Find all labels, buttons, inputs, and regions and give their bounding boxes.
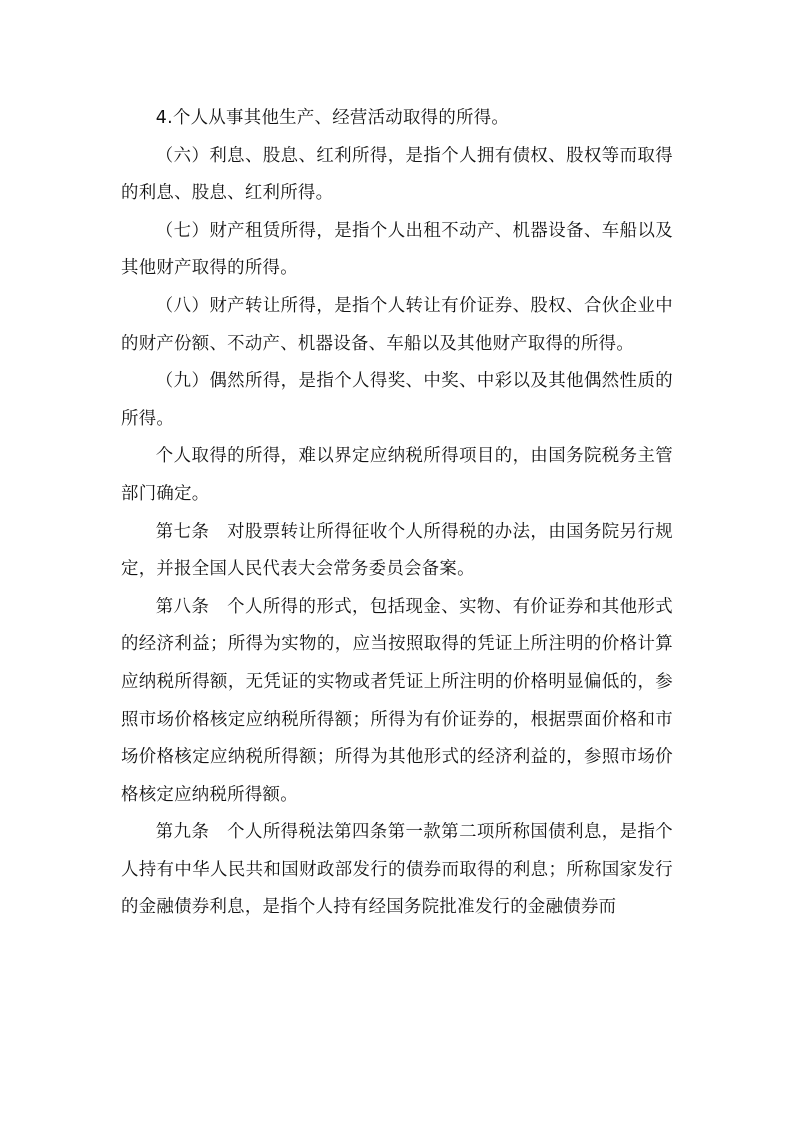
paragraph-item-4-other-income: 4.个人从事其他生产、经营活动取得的所得。 [155,108,510,128]
paragraph-property-lease-income: （七）财产租赁所得，是指个人出租不动产、机器设备、车船以及其他财产取得的所得。 [121,220,673,279]
paragraph-article-9: 第九条 个人所得税法第四条第一款第二项所称国债利息，是指个人持有中华人民共和国财政部发行的债券而取得的利息；所称国家发行的金融债券利息，是指个人持有经国务院批准发行的金融债券而 [121,822,673,918]
paragraph-undefined-income: 个人取得的所得，难以界定应纳税所得项目的，由国务院税务主管部门确定。 [121,446,673,504]
paragraph-interest-dividend-income: （六）利息、股息、红利所得，是指个人拥有债权、股权等而取得的利息、股息、红利所得。 [121,145,673,204]
paragraph-incidental-income: （九）偶然所得，是指个人得奖、中奖、中彩以及其他偶然性质的所得。 [121,371,673,429]
paragraph-property-transfer-income: （八）财产转让所得，是指个人转让有价证券、股权、合伙企业中的财产份额、不动产、机器设备、车船以及其他财产取得的所得。 [121,295,673,354]
paragraph-article-7: 第七条 对股票转让所得征收个人所得税的办法，由国务院另行规定，并报全国人民代表大会常务委员会备案。 [121,521,673,580]
document-body [121,100,673,927]
paragraph-article-8: 第八条 个人所得的形式，包括现金、实物、有价证券和其他形式的经济利益；所得为实物的，应当按照取得的凭证上所注明的价格计算应纳税所得额，无凭证的实物或者凭证上所注明的价格明显偏低的，参照市场价格核定应纳税所得额；所得为有价证券的，根据票面价格和市场价格核定应纳税所得额；所得为其他形式的经济利益的，参照市场价格核定应纳税所得额。 [121,596,673,805]
